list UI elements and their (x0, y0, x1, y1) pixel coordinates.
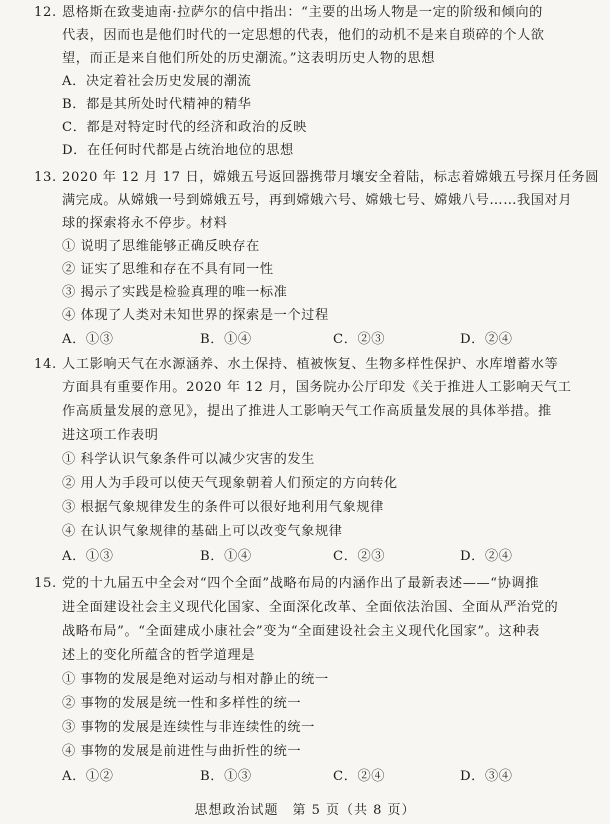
statement: ② 用人为手段可以使天气现象朝着人们预定的方向转化 (62, 476, 398, 491)
option-c: C．都是对特定时代的经济和政治的反映 (62, 120, 308, 135)
choice-b: B．①④ (200, 549, 252, 564)
question-stem-line: 作高质量发展的意见》，提出了推进人工影响天气工作高质量发展的具体举措。推 (62, 404, 552, 419)
question-stem-line: 人工影响天气在水源涵养、水土保持、植被恢复、生物多样性保护、水库增蓄水等 (62, 357, 559, 372)
question-stem-line: 方面具有重要作用。2020 年 12 月，国务院办公厅印发《关于推进人工影响天气工 (62, 380, 572, 395)
choice-a: A．①③ (62, 549, 114, 564)
statement: ④ 在认识气象规律的基础上可以改变气象规律 (62, 524, 343, 539)
statement: ③ 揭示了实践是检验真理的唯一标准 (62, 285, 288, 300)
question-stem-line: 述上的变化所蕴含的哲学道理是 (62, 648, 256, 663)
choice-b: B．①③ (200, 769, 252, 784)
question-stem-line: 球的探索将永不停步。材料 (62, 216, 228, 231)
choice-a: A．①② (62, 769, 114, 784)
statement: ① 事物的发展是绝对运动与相对静止的统一 (62, 672, 329, 687)
question-number: 13. (34, 170, 57, 185)
statement: ③ 事物的发展是连续性与非连续性的统一 (62, 720, 315, 735)
choice-d: D．②④ (460, 332, 513, 347)
question-stem-line: 代表，因而也是他们时代的一定思想的代表，他们的动机不是来自琐碎的个人欲 (62, 28, 545, 43)
question-number: 14. (34, 357, 57, 372)
question-number: 15. (34, 576, 57, 591)
option-a: A．决定着社会历史发展的潮流 (62, 74, 252, 89)
question-stem-line: 恩格斯在致斐迪南·拉萨尔的信中指出：“主要的出场人物是一定的阶级和倾向的 (62, 5, 543, 20)
statement: ④ 事物的发展是前进性与曲折性的统一 (62, 744, 302, 759)
question-stem-line: 望，而正是来自他们所处的历史潮流。”这表明历史人物的思想 (62, 51, 436, 66)
statement: ③ 根据气象规律发生的条件可以很好地利用气象规律 (62, 500, 384, 515)
question-stem-line: 党的十九届五中全会对“四个全面”战略布局的内涵作出了最新表述——“协调推 (62, 576, 540, 591)
question-stem-line: 进全面建设社会主义现代化国家、全面深化改革、全面依法治国、全面从严治党的 (62, 600, 559, 615)
option-b: B．都是其所处时代精神的精华 (62, 97, 252, 112)
question-stem-line: 满完成。从嫦娥一号到嫦娥五号，再到嫦娥六号、嫦娥七号、嫦娥八号……我国对月 (62, 193, 573, 208)
option-d: D．在任何时代都是占统治地位的思想 (62, 143, 294, 158)
question-stem-line: 2020 年 12 月 17 日，嫦娥五号返回器携带月壤安全着陆，标志着嫦娥五号探月任务圆 (62, 170, 600, 185)
question-stem-line: 进这项工作表明 (62, 428, 159, 443)
question-stem-line: 战略布局”。“全面建成小康社会”变为“全面建设社会主义现代化国家”。这种表 (62, 624, 540, 639)
choice-d: D．②④ (460, 549, 513, 564)
statement: ① 说明了思维能够正确反映存在 (62, 239, 260, 254)
choice-c: C．②③ (333, 332, 386, 347)
page-footer: 思想政治试题 第 5 页（共 8 页） (194, 803, 416, 818)
choice-d: D．③④ (460, 769, 513, 784)
choice-c: C．②④ (333, 769, 386, 784)
statement: ② 事物的发展是统一性和多样性的统一 (62, 696, 302, 711)
choice-a: A．①③ (62, 332, 114, 347)
question-number: 12. (34, 5, 57, 20)
statement: ② 证实了思维和存在不具有同一性 (62, 262, 274, 277)
choice-c: C．②③ (333, 549, 386, 564)
statement: ① 科学认识气象条件可以减少灾害的发生 (62, 452, 315, 467)
choice-b: B．①④ (200, 332, 252, 347)
statement: ④ 体现了人类对未知世界的探索是一个过程 (62, 308, 329, 323)
